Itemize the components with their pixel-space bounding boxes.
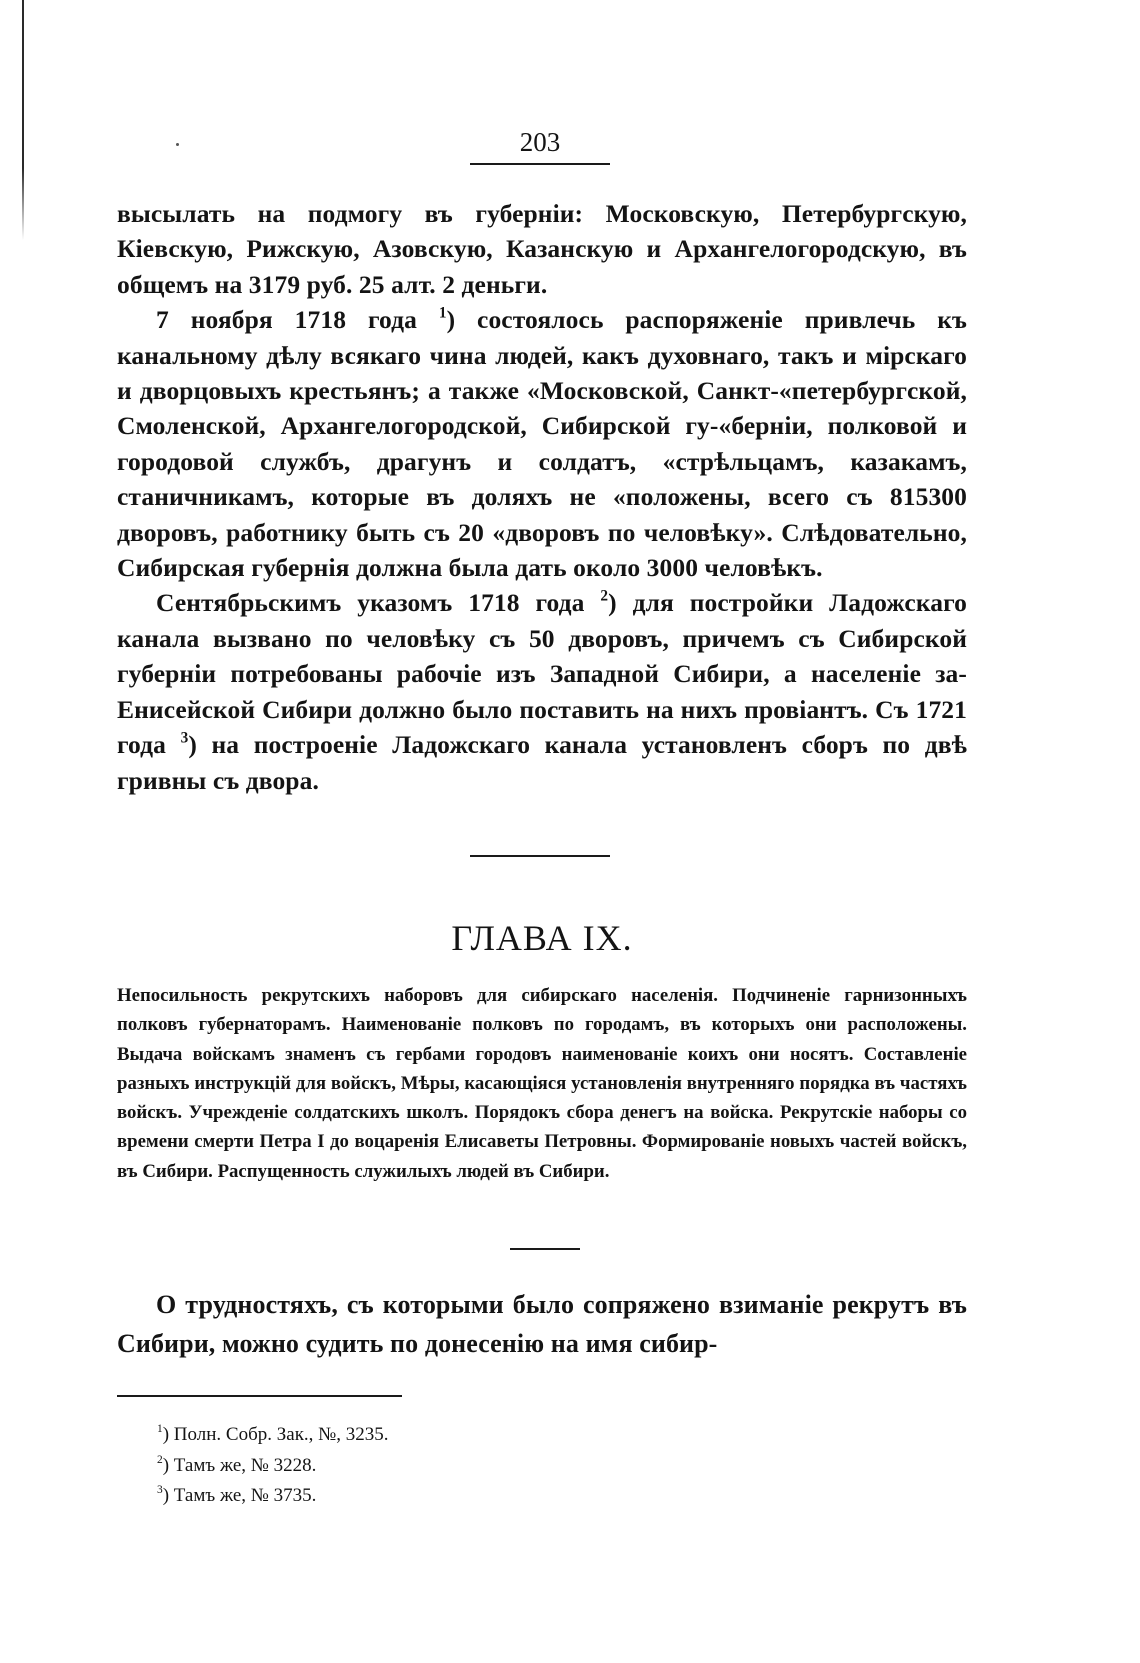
footnotes: [157, 1420, 389, 1512]
page-number: 203: [519, 127, 561, 157]
summary-divider: [510, 1248, 580, 1250]
footnote-3: $^3$) Тамъ же, № 3735.: [157, 1484, 317, 1506]
paragraph-text: ) для постройки Ладожскаго канала вызвано по человѣку съ 50 дворовъ, причемъ съ Сибирской губерніи потребованы рабочіе изъ Западной Сибири, а населеніе за-Енисейской Сибири должно было поставить на нихъ провіантъ. Съ 1721 года: [117, 588, 967, 760]
section-divider: [470, 855, 610, 857]
paragraph-text: Сентябрьскимъ указомъ 1718 года: [156, 588, 585, 618]
footnote-mark: 3: [157, 1484, 163, 1497]
footnote-1: $^1$) Полн. Собр. Зак., №, 3235.: [157, 1423, 389, 1445]
footnote-text: Тамъ же, № 3228.: [173, 1454, 317, 1476]
paragraph-text: ) на построеніе Ладожскаго канала установленъ сборъ по двѣ гривны съ двора.: [117, 730, 967, 795]
footnote-ref: 2: [600, 587, 609, 605]
chapter-summary: Непосильность рекрутскихъ наборовъ для сибирскаго населенія. Подчиненіе гарнизонныхъ полковъ губернаторамъ. Наименованіе полковъ по городамъ, въ которыхъ они расположены. Выдача войскамъ знаменъ съ гербами городовъ наименованіе коихъ они носятъ. Составленіе разныхъ инструкцій для войскъ, Мѣры, касающіяся установленія внутренняго порядка въ частяхъ войскъ. Учрежденіе солдатскихъ школъ. Порядокъ сбора денегъ на войска. Рекрутскіе наборы со времени смерти Петра I до воцаренія Елисаветы Петровны. Формированіе новыхъ частей войскъ, въ Сибири. Распущенность служилыхъ людей въ Сибири.: [117, 985, 967, 1182]
footnote-2: $^2$) Тамъ же, № 3228.: [157, 1453, 317, 1476]
paragraph-continuation: высылать на подмогу въ губерніи: Московскую, Петербургскую, Кіевскую, Рижскую, Азовскую, Казанскую и Архангелогородскую, въ общемъ на 3179 руб. 25 алт. 2 деньги.: [117, 199, 967, 299]
scan-speck: [176, 143, 179, 146]
footnote-text: Тамъ же, № 3735.: [173, 1485, 317, 1506]
main-text-block: [117, 196, 967, 798]
chapter-title: ГЛАВА IX.: [451, 918, 633, 958]
paragraph-text: 7 ноября 1718 года: [156, 305, 417, 335]
scan-page-edge: [22, 0, 24, 240]
paragraph-recruits: О трудностяхъ, съ которыми было сопряжено взиманіе рекрутъ въ Сибири, можно судить по донесенію на имя сибир-: [117, 1290, 967, 1358]
footnote-separator: [117, 1395, 402, 1397]
footnote-ref: 1: [438, 304, 447, 322]
paragraph-text: ) состоялось распоряженіе привлечь къ канальному дѣлу всякаго чина людей, какъ духовнаго, такъ и мірскаго и дворцовыхъ крестьянъ; а также «Московской, Санкт-«петербургской, Смоленской, Архангелогородской, Сибирской гу-«берніи, полковой и городовой службъ, драгунъ и солдатъ, «стрѣльцамъ, казакамъ, станичникамъ, которые въ доляхъ не «положены, всего съ 815300 дворовъ, работнику быть съ 20 «дворовъ по человѣку». Слѣдовательно, Сибирская губернія должна была дать около 3000 человѣкъ.: [117, 305, 967, 583]
paragraph-ladoga-canal: [117, 585, 967, 797]
chapter-opening: [117, 1285, 967, 1363]
footnote-text: Полн. Собр. Зак., №, 3235.: [173, 1424, 389, 1445]
paragraph-canal-order: [117, 302, 967, 585]
footnote-mark: 2: [157, 1453, 163, 1466]
footnote-ref: 3: [180, 729, 189, 747]
page-number-rule: [470, 163, 610, 165]
footnote-mark: 1: [157, 1423, 163, 1436]
